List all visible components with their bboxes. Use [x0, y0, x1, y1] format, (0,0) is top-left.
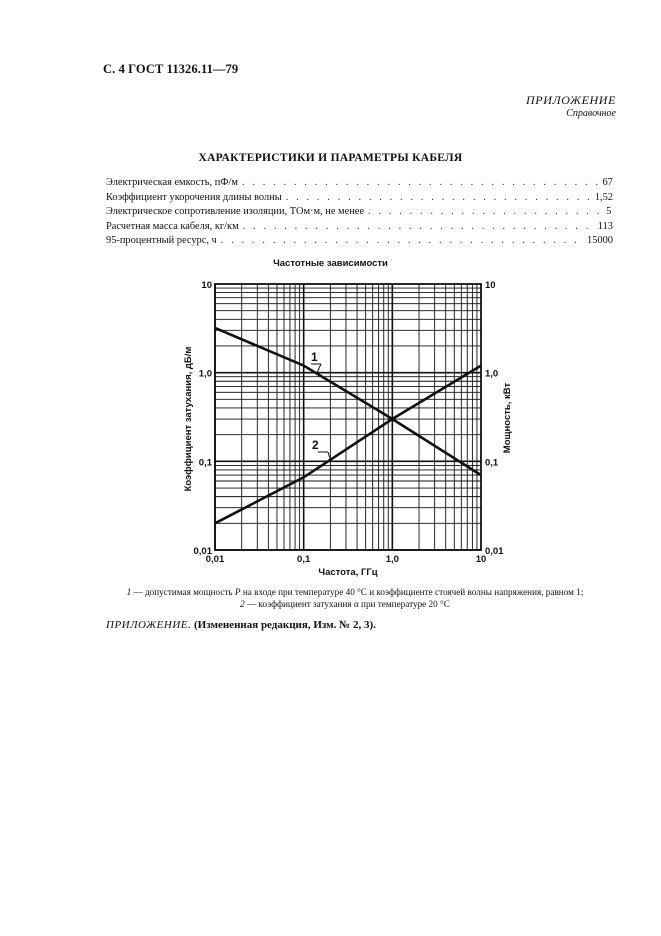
appendix-subtitle: Справочное — [566, 108, 616, 119]
parameter-label: Расчетная масса кабеля, кг/км — [106, 220, 239, 232]
y-left-tick-label: 10 — [201, 280, 212, 291]
series-label: 1 — [311, 350, 318, 364]
x-tick-label: 10 — [475, 554, 487, 565]
parameter-value: 113 — [597, 220, 613, 232]
y-left-tick-label: 0,01 — [193, 546, 212, 557]
y-right-axis-title: Мощность, кВт — [502, 382, 513, 454]
plot-frame — [215, 284, 481, 550]
y-left-tick-label: 0,1 — [198, 457, 212, 469]
section-title: ХАРАКТЕРИСТИКИ И ПАРАМЕТРЫ КАБЕЛЯ — [198, 152, 463, 164]
chart-caption — [95, 586, 615, 610]
parameter-value: 15000 — [587, 235, 613, 247]
parameter-label: 95-процентный ресурс, ч — [106, 235, 217, 247]
x-axis-title: Частота, ГГц — [318, 567, 378, 578]
caption-line-2 — [75, 598, 615, 610]
y-right-tick-label: 0,01 — [485, 546, 504, 557]
parameter-label: Коэффициент укорочения длины волны — [106, 191, 282, 203]
y-right-tick-label: 10 — [485, 280, 496, 291]
y-left-tick-label: 1,0 — [198, 368, 212, 380]
caption-text-1a: — допустимая мощность — [131, 587, 235, 597]
series-label: 2 — [312, 438, 319, 452]
caption-num-1: 1 — [126, 587, 132, 597]
parameter-value: 5 — [606, 206, 612, 218]
x-tick-label: 1,0 — [385, 554, 399, 565]
appendix-title: ПРИЛОЖЕНИЕ — [526, 93, 616, 107]
caption-text-2a: — коэффициент затухания α при температуре 20 °С — [244, 599, 450, 609]
amendment-note — [106, 619, 376, 631]
y-right-tick-label: 1,0 — [485, 368, 499, 380]
caption-num-2: 2 — [240, 599, 245, 609]
series-line-2 — [215, 366, 481, 524]
page-header: С. 4 ГОСТ 11326.11—79 — [103, 62, 239, 76]
parameter-label: Электрическое сопротивление изоляции, ТОм·м, не менее — [106, 206, 364, 218]
parameter-label: Электрическая емкость, пФ/м — [106, 177, 238, 188]
y-left-axis-title: Коэффициент затухания, дБ/м — [183, 346, 194, 492]
caption-var-p: P — [234, 587, 241, 597]
y-right-tick-label: 0,1 — [485, 457, 499, 469]
amendment-bold: (Измененная редакция, Изм. № 2, 3). — [191, 619, 376, 631]
caption-text-1b: на входе при температуре 40 °С и коэффициенте стоячей волны напряжения, равном 1; — [240, 587, 584, 597]
x-tick-label: 0,01 — [205, 554, 225, 565]
amendment-italic: ПРИЛОЖЕНИЕ. — [106, 619, 192, 631]
series-line-1 — [215, 328, 481, 475]
parameter-value: 1,52 — [594, 191, 613, 203]
chart-title: Частотные зависимости — [273, 258, 388, 269]
x-tick-label: 0,1 — [297, 554, 311, 565]
parameter-value: 67 — [602, 177, 613, 188]
caption-line-1 — [127, 587, 584, 597]
